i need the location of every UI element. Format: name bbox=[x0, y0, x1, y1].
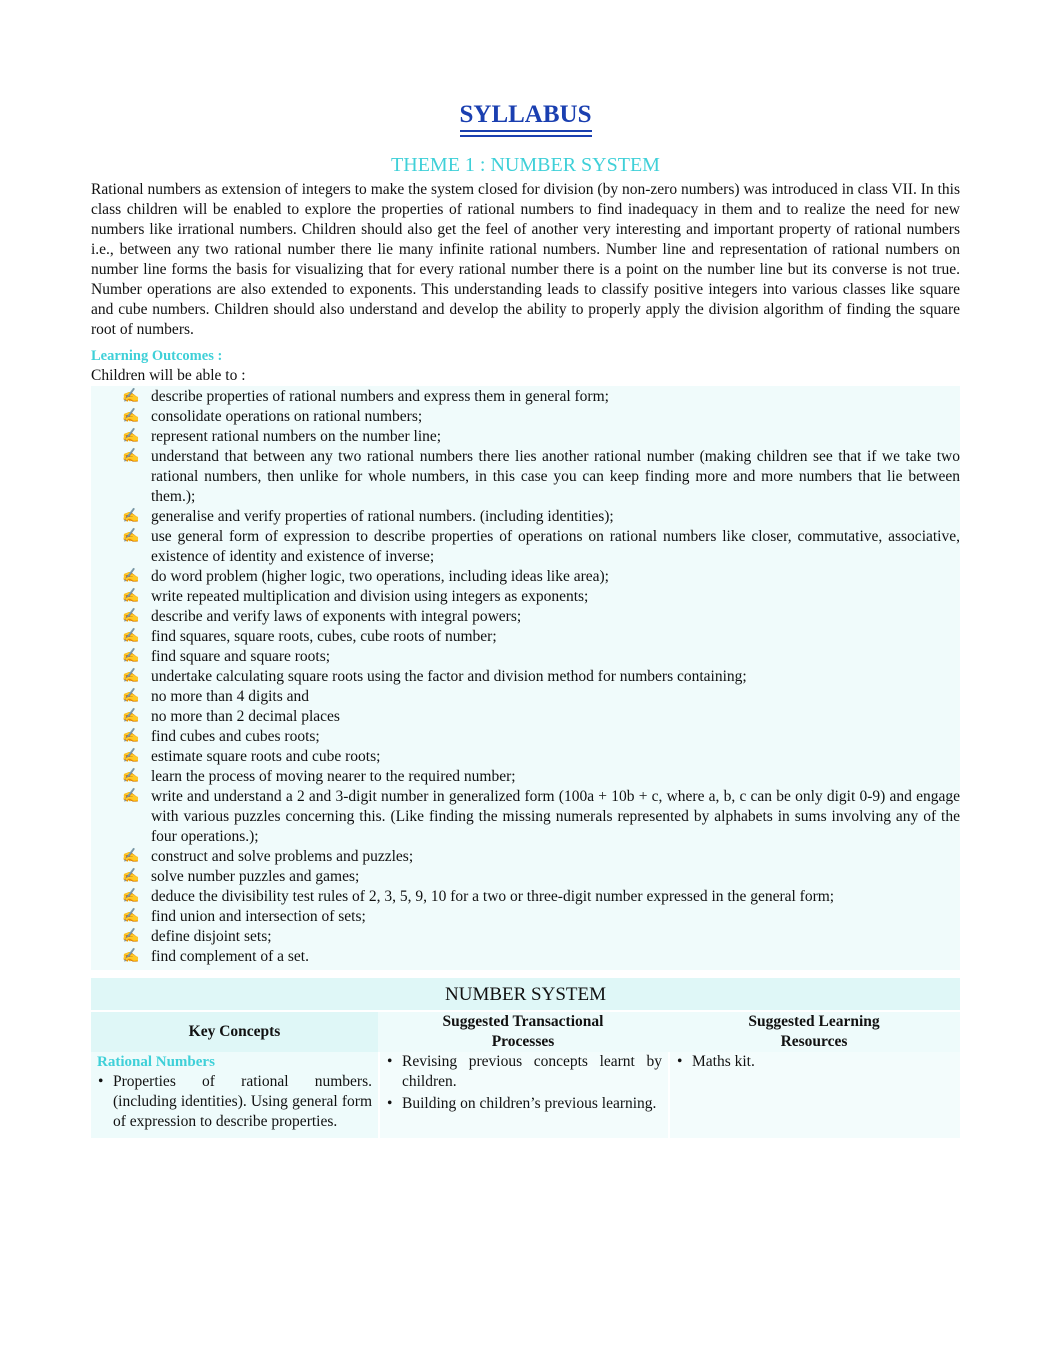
number-system-table bbox=[91, 978, 960, 1138]
learning-outcome-item bbox=[91, 847, 960, 867]
learning-outcome-text: find union and intersection of sets; bbox=[151, 908, 366, 925]
learning-outcome-text: represent rational numbers on the number line; bbox=[151, 428, 442, 445]
learning-outcome-text: undertake calculating square roots using the factor and division method for numbers containing; bbox=[151, 668, 747, 685]
learning-outcome-text: estimate square roots and cube roots; bbox=[151, 748, 381, 765]
learning-outcome-item bbox=[91, 527, 960, 567]
learning-outcome-text: define disjoint sets; bbox=[151, 928, 272, 945]
writing-hand-icon: ✍ bbox=[122, 709, 140, 724]
process-item: • Revising previous concepts learnt by children. bbox=[386, 1052, 662, 1092]
syllabus-page bbox=[91, 0, 960, 1138]
learning-outcome-item bbox=[91, 587, 960, 607]
writing-hand-icon: ✍ bbox=[122, 629, 140, 644]
learning-outcomes-list bbox=[91, 386, 960, 970]
header-learning-resources bbox=[668, 1012, 960, 1052]
key-concepts-cell bbox=[91, 1052, 378, 1138]
learning-outcome-text: use general form of expression to describe properties of operations on rational numbers like closer, commutative, associative, existence of identity and existence of inverse; bbox=[151, 528, 960, 565]
learning-outcome-item bbox=[91, 447, 960, 507]
learning-outcome-item bbox=[91, 607, 960, 627]
learning-outcome-item bbox=[91, 507, 960, 527]
learning-outcome-item bbox=[91, 427, 960, 447]
learning-outcome-item bbox=[91, 927, 960, 947]
learning-outcome-item bbox=[91, 647, 960, 667]
table-body-row bbox=[91, 1052, 960, 1138]
writing-hand-icon: ✍ bbox=[122, 529, 140, 544]
writing-hand-icon: ✍ bbox=[122, 649, 140, 664]
learning-outcome-text: consolidate operations on rational numbers; bbox=[151, 408, 423, 425]
learning-outcome-text: solve number puzzles and games; bbox=[151, 868, 360, 885]
learning-outcome-text: understand that between any two rational numbers there lies another rational number (making children see that if we take two rational numbers, then unlike for whole numbers, in this case you can keep finding more and more numbers that lie between them.); bbox=[151, 448, 960, 505]
writing-hand-icon: ✍ bbox=[122, 409, 140, 424]
learning-outcome-text: learn the process of moving nearer to the required number; bbox=[151, 768, 516, 785]
learning-outcome-text: generalise and verify properties of rational numbers. (including identities); bbox=[151, 508, 614, 525]
process-item: • Building on children’s previous learning. bbox=[386, 1094, 662, 1114]
learning-outcomes-heading: Learning Outcomes : bbox=[91, 348, 223, 364]
learning-outcome-text: find cubes and cubes roots; bbox=[151, 728, 320, 745]
learning-outcome-text: construct and solve problems and puzzles; bbox=[151, 848, 414, 865]
learning-outcome-text: write and understand a 2 and 3-digit number in generalized form (100a + 10b + c, where a, b, c can be only digit 0-9) and engage with various puzzles concerning this. (Like finding the missing numerals represented by alphabets in sums involving any of the four operations.); bbox=[151, 788, 960, 845]
page-title: SYLLABUS bbox=[460, 101, 592, 132]
learning-outcome-item bbox=[91, 727, 960, 747]
writing-hand-icon: ✍ bbox=[122, 609, 140, 624]
learning-outcome-text: no more than 4 digits and bbox=[151, 688, 309, 705]
table-title: NUMBER SYSTEM bbox=[91, 978, 960, 1012]
writing-hand-icon: ✍ bbox=[122, 869, 140, 884]
learning-outcome-item bbox=[91, 667, 960, 687]
learning-outcome-item bbox=[91, 907, 960, 927]
processes-cell bbox=[378, 1052, 668, 1138]
writing-hand-icon: ✍ bbox=[122, 909, 140, 924]
learning-outcome-text: find square and square roots; bbox=[151, 648, 331, 665]
title-container bbox=[91, 101, 960, 139]
learning-outcome-text: describe and verify laws of exponents with integral powers; bbox=[151, 608, 522, 625]
writing-hand-icon: ✍ bbox=[122, 689, 140, 704]
header-learning-resources-label: Suggested Learning Resources bbox=[748, 1013, 880, 1050]
key-concept-subheading: Rational Numbers bbox=[97, 1054, 215, 1070]
learning-outcome-item bbox=[91, 687, 960, 707]
theme-heading: THEME 1 : NUMBER SYSTEM bbox=[391, 154, 660, 176]
writing-hand-icon: ✍ bbox=[122, 949, 140, 964]
learning-outcome-item bbox=[91, 867, 960, 887]
learning-outcome-item bbox=[91, 407, 960, 427]
learning-outcome-text: find complement of a set. bbox=[151, 948, 309, 965]
header-transactional-processes-label: Suggested Transactional Processes bbox=[442, 1013, 604, 1050]
learning-outcome-text: do word problem (higher logic, two operations, including ideas like area); bbox=[151, 568, 609, 585]
header-key-concepts: Key Concepts bbox=[91, 1012, 378, 1052]
header-transactional-processes bbox=[378, 1012, 668, 1052]
writing-hand-icon: ✍ bbox=[122, 889, 140, 904]
learning-outcome-item bbox=[91, 947, 960, 967]
writing-hand-icon: ✍ bbox=[122, 669, 140, 684]
learning-outcome-text: describe properties of rational numbers and express them in general form; bbox=[151, 388, 609, 405]
writing-hand-icon: ✍ bbox=[122, 429, 140, 444]
learning-outcome-item bbox=[91, 627, 960, 647]
writing-hand-icon: ✍ bbox=[122, 929, 140, 944]
intro-paragraph: Rational numbers as extension of integers to make the system closed for division (by non-zero numbers) was introduced in class VII. In this class children will be enabled to explore the properties of rational numbers to find inadequacy in them and to realize the need for new numbers like irrational numbers. Children should also get the feel of another very interesting and important property of rational numbers i.e., between any two rational number there lie many infinite rational numbers. Number line and representation of rational numbers on number line forms the basis for visualizing that for every rational number there is a point on the number line but its converse is not true. Number operations are also extended to exponents. This understanding leads to classify positive integers into various classes like square and cube numbers. Children should also understand and develop the ability to properly apply the division algorithm of finding the square root of numbers. bbox=[91, 181, 960, 338]
writing-hand-icon: ✍ bbox=[122, 569, 140, 584]
resource-item: • Maths kit. bbox=[676, 1052, 954, 1072]
learning-outcome-item bbox=[91, 787, 960, 847]
learning-outcome-text: no more than 2 decimal places bbox=[151, 708, 340, 725]
learning-outcome-text: deduce the divisibility test rules of 2, 3, 5, 9, 10 for a two or three-digit number expressed in the general form; bbox=[151, 888, 835, 905]
learning-outcome-item bbox=[91, 887, 960, 907]
writing-hand-icon: ✍ bbox=[122, 769, 140, 784]
learning-outcome-text: write repeated multiplication and division using integers as exponents; bbox=[151, 588, 589, 605]
writing-hand-icon: ✍ bbox=[122, 589, 140, 604]
writing-hand-icon: ✍ bbox=[122, 449, 140, 464]
resources-cell bbox=[668, 1052, 960, 1138]
writing-hand-icon: ✍ bbox=[122, 749, 140, 764]
writing-hand-icon: ✍ bbox=[122, 849, 140, 864]
writing-hand-icon: ✍ bbox=[122, 389, 140, 404]
learning-outcomes-intro: Children will be able to : bbox=[91, 367, 246, 384]
learning-outcome-item bbox=[91, 767, 960, 787]
learning-outcome-item bbox=[91, 707, 960, 727]
learning-outcome-item bbox=[91, 567, 960, 587]
key-concept-item: • Properties of rational numbers. (including identities). Using general form of expression to describe properties. bbox=[97, 1072, 372, 1132]
table-header-row bbox=[91, 1012, 960, 1052]
learning-outcome-item bbox=[91, 387, 960, 407]
writing-hand-icon: ✍ bbox=[122, 729, 140, 744]
learning-outcome-item bbox=[91, 747, 960, 767]
writing-hand-icon: ✍ bbox=[122, 509, 140, 524]
learning-outcome-text: find squares, square roots, cubes, cube roots of number; bbox=[151, 628, 497, 645]
writing-hand-icon: ✍ bbox=[122, 789, 140, 804]
